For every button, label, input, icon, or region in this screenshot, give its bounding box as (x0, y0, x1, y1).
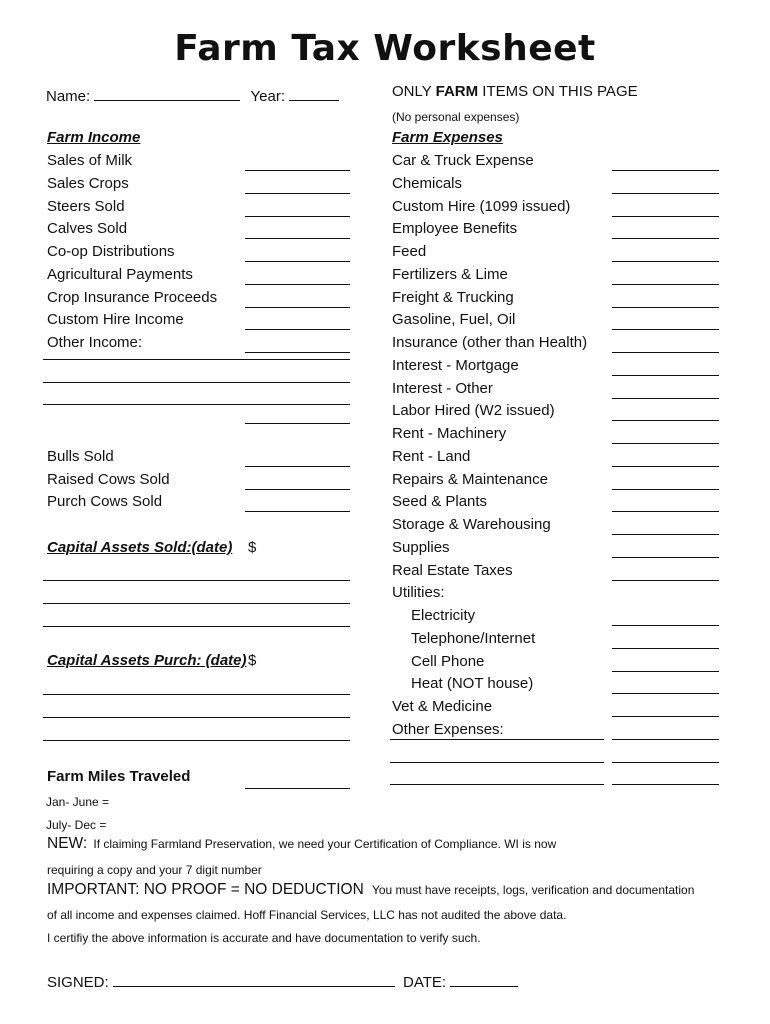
date-label: DATE: (403, 974, 447, 991)
income-item-label: Other Income: (47, 334, 143, 351)
utility-item-label: Cell Phone (411, 652, 485, 670)
capital-sold-line[interactable] (43, 626, 350, 627)
no-personal-note: (No personal expenses) (392, 110, 520, 124)
expense-item-field[interactable] (612, 398, 719, 399)
expense-item-label: Seed & Plants (392, 493, 488, 511)
income-item-field[interactable] (245, 352, 350, 353)
certify-text: I certifiy the above information is accurate and have documentation to verify such. (47, 931, 481, 945)
expense-item-label: Rent - Land (392, 447, 471, 465)
livestock-item-label: Bulls Sold (47, 447, 114, 465)
page-title: Farm Tax Worksheet (174, 28, 596, 69)
important-text: You must have receipts, logs, verification and documentation (371, 883, 695, 897)
expense-item-label: Supplies (392, 538, 450, 556)
miles-heading: Farm Miles Traveled (47, 768, 191, 785)
utility-item-label: Telephone/Internet (411, 629, 536, 647)
expense-item-field[interactable] (612, 580, 719, 581)
income-extra-field[interactable] (245, 423, 350, 424)
income-item-label: Sales of Milk (47, 152, 133, 169)
income-item-field[interactable] (245, 307, 350, 308)
year-label: Year: (250, 88, 286, 105)
capital-purch-line[interactable] (43, 694, 350, 695)
livestock-item-field[interactable] (245, 489, 350, 490)
expense-item-field[interactable] (612, 443, 719, 444)
expense-item-label: Car & Truck Expense (392, 152, 534, 169)
income-item-label: Custom Hire Income (47, 311, 184, 329)
utility-item-label: Heat (NOT house) (411, 675, 534, 693)
expense-item-label: Rent - Machinery (392, 425, 507, 442)
expense-item-label: Labor Hired (W2 issued) (392, 402, 555, 420)
new-note (47, 835, 556, 853)
expense-item-label: Fertilizers & Lime (392, 265, 508, 283)
livestock-item-field[interactable] (245, 511, 350, 512)
other-income-line[interactable] (43, 404, 350, 405)
important-note (47, 881, 694, 899)
expense-item-field[interactable] (612, 329, 719, 330)
new-text: If claiming Farmland Preservation, we need your Certification of Compliance. WI is now (93, 837, 557, 851)
utility-item-field[interactable] (612, 671, 719, 672)
expense-item-field[interactable] (612, 261, 719, 262)
other-expenses-desc-line[interactable] (390, 784, 604, 785)
vet-medicine-label: Vet & Medicine (392, 698, 493, 715)
capital-purch-heading: Capital Assets Purch: (date) (47, 652, 247, 669)
capital-sold-heading: Capital Assets Sold:(date) (47, 539, 233, 556)
income-item-label: Steers Sold (47, 197, 125, 215)
only-farm-note: ONLY FARM ITEMS ON THIS PAGE (392, 83, 638, 100)
name-label: Name: (46, 88, 91, 105)
expense-item-label: Repairs & Maintenance (392, 470, 548, 488)
other-expenses-field[interactable] (612, 784, 719, 785)
income-item-field[interactable] (245, 284, 350, 285)
expense-item-label: Chemicals (392, 174, 463, 192)
expense-item-label: Freight & Trucking (392, 288, 514, 306)
capital-purch-line[interactable] (43, 717, 350, 718)
capital-sold-line[interactable] (43, 580, 350, 581)
income-item-field[interactable] (245, 238, 350, 239)
other-income-line[interactable] (43, 359, 350, 360)
livestock-item-label: Raised Cows Sold (47, 470, 170, 488)
other-expenses-label: Other Expenses: (392, 720, 504, 738)
expense-item-field[interactable] (612, 534, 719, 535)
utility-item-field[interactable] (612, 648, 719, 649)
expenses-heading: Farm Expenses (392, 129, 503, 146)
income-item-field[interactable] (245, 170, 350, 171)
expense-item-field[interactable] (612, 557, 719, 558)
expense-item-field[interactable] (612, 170, 719, 171)
income-item-label: Co-op Distributions (47, 243, 175, 260)
expense-item-field[interactable] (612, 511, 719, 512)
expense-item-label: Storage & Warehousing (392, 516, 551, 533)
other-expenses-desc-line[interactable] (390, 739, 604, 740)
name-field[interactable] (94, 86, 240, 101)
capital-sold-line[interactable] (43, 603, 350, 604)
capital-purch-line[interactable] (43, 740, 350, 741)
expense-item-field[interactable] (612, 352, 719, 353)
signature-row (47, 972, 518, 992)
name-row (46, 86, 339, 106)
capital-purch-dollar: $ (248, 652, 257, 669)
other-income-line[interactable] (43, 382, 350, 383)
expense-item-field[interactable] (612, 375, 719, 376)
important-text-2: of all income and expenses claimed. Hoff Financial Services, LLC has not audited the above data. (47, 908, 567, 922)
jan-june-label: Jan- June = (46, 795, 110, 809)
expense-item-field[interactable] (612, 238, 719, 239)
signed-label: SIGNED: (47, 974, 109, 991)
utility-item-field[interactable] (612, 693, 719, 694)
signature-field[interactable] (113, 972, 395, 987)
expense-item-field[interactable] (612, 193, 719, 194)
utility-item-label: Electricity (411, 607, 476, 624)
expense-item-field[interactable] (612, 489, 719, 490)
important-label: IMPORTANT: NO PROOF = NO DEDUCTION (47, 881, 364, 898)
income-item-field[interactable] (245, 261, 350, 262)
expense-item-label: Interest - Other (392, 379, 493, 397)
expense-item-label: Gasoline, Fuel, Oil (392, 311, 516, 329)
expense-item-label: Custom Hire (1099 issued) (392, 197, 571, 215)
income-item-field[interactable] (245, 193, 350, 194)
expense-item-label: Feed (392, 243, 427, 260)
utility-item-field[interactable] (612, 625, 719, 626)
income-item-label: Crop Insurance Proceeds (47, 288, 218, 306)
expense-item-label: Insurance (other than Health) (392, 334, 588, 351)
date-field[interactable] (450, 972, 518, 987)
july-dec-label: July- Dec = (46, 818, 107, 832)
expense-item-field[interactable] (612, 466, 719, 467)
livestock-item-label: Purch Cows Sold (47, 493, 163, 511)
income-item-label: Sales Crops (47, 174, 129, 192)
expense-item-label: Real Estate Taxes (392, 561, 513, 579)
income-item-label: Agricultural Payments (47, 265, 193, 283)
other-expenses-field[interactable] (612, 739, 719, 740)
income-item-field[interactable] (245, 216, 350, 217)
expense-item-field[interactable] (612, 420, 719, 421)
miles-field[interactable] (245, 788, 350, 789)
expense-item-field[interactable] (612, 216, 719, 217)
vet-medicine-field[interactable] (612, 716, 719, 717)
expense-item-label: Interest - Mortgage (392, 356, 519, 374)
other-expenses-desc-line[interactable] (390, 762, 604, 763)
income-item-field[interactable] (245, 329, 350, 330)
other-expenses-field[interactable] (612, 762, 719, 763)
capital-sold-dollar: $ (248, 539, 257, 556)
expense-item-field[interactable] (612, 307, 719, 308)
new-text-2: requiring a copy and your 7 digit number (47, 863, 262, 877)
expense-item-label: Utilities: (392, 584, 445, 602)
expense-item-label: Employee Benefits (392, 220, 518, 238)
year-field[interactable] (289, 86, 339, 101)
expense-item-field[interactable] (612, 284, 719, 285)
income-heading: Farm Income (47, 129, 141, 146)
livestock-item-field[interactable] (245, 466, 350, 467)
new-label: NEW: (47, 835, 88, 852)
income-item-label: Calves Sold (47, 220, 128, 238)
